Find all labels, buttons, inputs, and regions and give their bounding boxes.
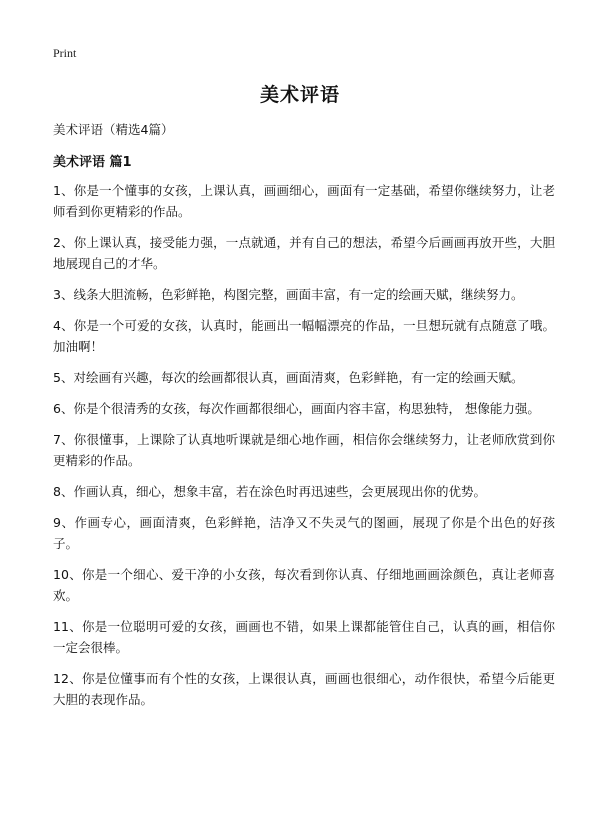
list-item: 8、作画认真，细心，想象丰富，若在涂色时再迅速些，会更展现出你的优势。 bbox=[53, 484, 486, 499]
list-item: 9、作画专心，画面清爽，色彩鲜艳，洁净又不失灵气的图画，展现了你是个出色的好孩子。 bbox=[53, 515, 555, 551]
list-item: 3、线条大胆流畅，色彩鲜艳，构图完整，画面丰富，有一定的绘画天赋，继续努力。 bbox=[53, 287, 524, 302]
page-title: 美术评语 bbox=[259, 84, 340, 106]
list-item: 4、你是一个可爱的女孩，认真时，能画出一幅幅漂亮的作品，一旦想玩就有点随意了哦。加油啊！ bbox=[53, 318, 555, 354]
list-item: 7、你很懂事，上课除了认真地听课就是细心地作画，相信你会继续努力，让老师欣赏到你更精彩的作品。 bbox=[53, 432, 555, 468]
print-link[interactable]: Print bbox=[53, 46, 77, 60]
list-item: 1、你是一个懂事的女孩，上课认真，画画细心，画面有一定基础，希望你继续努力，让老师看到你更精彩的作品。 bbox=[53, 183, 555, 219]
subtitle: 美术评语（精选4篇） bbox=[53, 122, 174, 137]
list-item: 6、你是个很清秀的女孩，每次作画都很细心，画面内容丰富，构思独特， 想像能力强。 bbox=[53, 401, 540, 416]
list-item: 11、你是一位聪明可爱的女孩，画画也不错，如果上课都能管住自己，认真的画，相信你一定会很棒。 bbox=[53, 619, 555, 655]
comment-list bbox=[53, 180, 555, 720]
list-item: 10、你是一个细心、爱干净的小女孩，每次看到你认真、仔细地画画涂颜色，真让老师喜欢。 bbox=[53, 567, 555, 603]
list-item: 12、你是位懂事而有个性的女孩，上课很认真，画画也很细心，动作很快，希望今后能更大胆的表现作品。 bbox=[53, 671, 555, 707]
section-heading: 美术评语 篇1 bbox=[53, 155, 132, 170]
list-item: 5、对绘画有兴趣，每次的绘画都很认真，画面清爽，色彩鲜艳，有一定的绘画天赋。 bbox=[53, 370, 524, 385]
list-item: 2、你上课认真，接受能力强，一点就通，并有自己的想法，希望今后画画再放开些，大胆地展现自己的才华。 bbox=[53, 235, 555, 271]
